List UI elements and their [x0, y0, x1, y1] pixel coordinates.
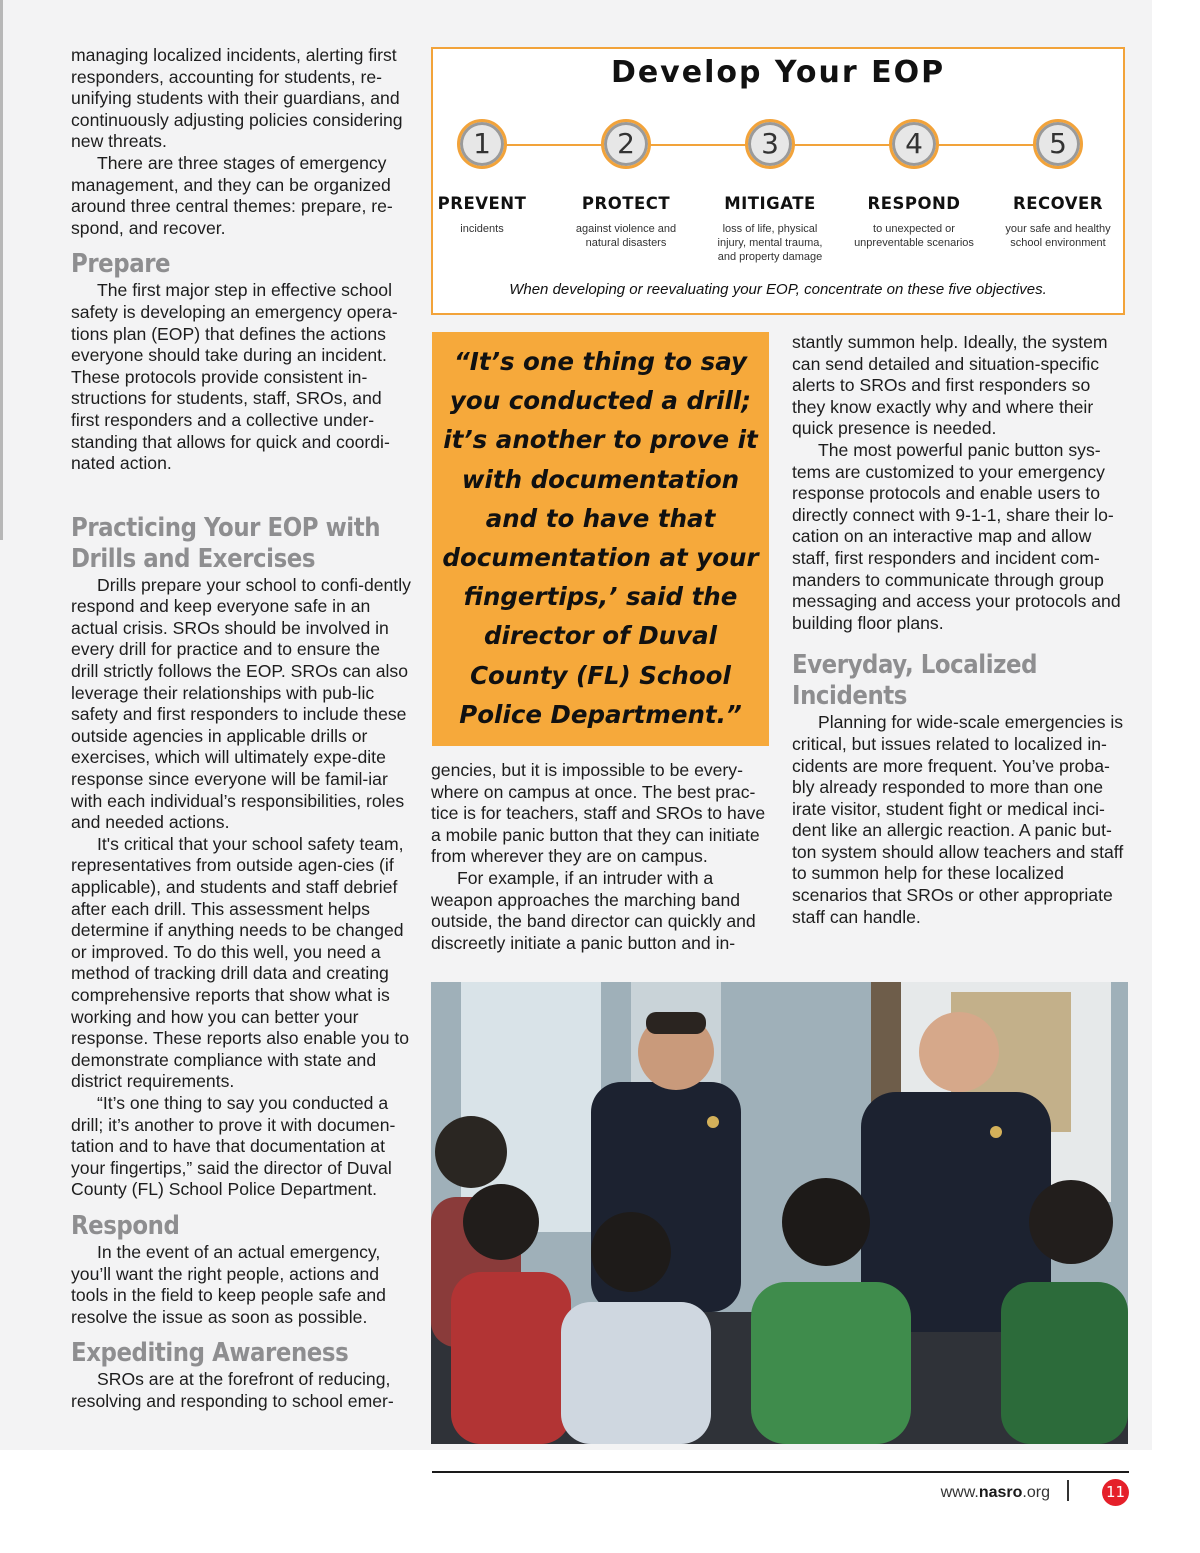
practicing-paragraph-1: Drills prepare your school to confi-dently respond and keep everyone safe in an actual crisis. SROs should be involved in every drill for practice and to ensure the drill strictly follows the EOP. SROs can also leverage their relationships with pub-lic safety and first responders to include these outside agencies in applicable drills or exercises, which will ultimately expe-dite response since everyone will be famil-iar with each individual’s responsibilities, roles and needed actions. [71, 574, 411, 833]
photo-officers-with-students [431, 982, 1128, 1444]
everyday-paragraph: Planning for wide-scale emergencies is critical, but issues related to localized in-cidents are more frequent. You’ve proba-bly already responded to more than one irate visitor, student fight or medical inci-dent like an allergic reaction. A panic but-ton system should allow teachers and staff to summon help for these localized scenarios that SROs or other appropriate staff can handle. [792, 712, 1124, 927]
footer-url-suffix: .org [1022, 1484, 1050, 1501]
eop-step-number: 4 [889, 119, 939, 169]
footer-url-prefix: www. [940, 1484, 979, 1501]
eop-caption: When developing or reevaluating your EOP, concentrate on these five objectives. [509, 281, 1047, 298]
eop-step-title: MITIGATE [724, 194, 816, 213]
practicing-heading-line-1: Practicing Your EOP with [71, 512, 381, 543]
middle-paragraph-1: gencies, but it is impossible to be every-where on campus at once. The best prac-tice is for teachers, staff and SROs to have a mobile panic button that they can initiate from wherever they are on campus. [431, 760, 766, 867]
intro-paragraph-2: There are three stages of emergency management, and they can be organized around three central themes: prepare, re-spond, and recover. [71, 152, 393, 238]
intro-paragraph-1: managing localized incidents, alerting first responders, accounting for students, re-unifying students with their guardians, and continuously adjusting policies considering new threats. [71, 45, 403, 152]
footer-separator [1067, 1480, 1069, 1501]
eop-step-number: 3 [745, 119, 795, 169]
prepare-heading: Prepare [71, 249, 171, 280]
practicing-heading-line-2: Drills and Exercises [71, 543, 316, 574]
eop-step-description: against violence and natural disasters [575, 223, 677, 249]
practicing-paragraph-2: It's critical that your school safety team, representatives from outside agen-cies (if applicable), and students and staff debrief after each drill. This assessment helps determine if anything needs to be changed or improved. To do this well, you need a method of tracking drill data and creating comprehensive reports that show what is working and how you can better your response. These reports also enable you to demonstrate compliance with state and district requirements. [71, 833, 410, 1092]
expediting-heading: Expediting Awareness [71, 1338, 349, 1369]
footer-url[interactable] [900, 1484, 1050, 1502]
pull-quote-box [432, 332, 769, 746]
photo-illustration [431, 982, 1128, 1444]
left-column [71, 45, 411, 1412]
eop-step-number: 1 [457, 119, 507, 169]
respond-paragraph: In the event of an actual emergency, you’ll want the right people, actions and tools in the field to keep people safe and resolve the issue as soon as possible. [71, 1241, 386, 1327]
eop-step-prevent [407, 119, 557, 236]
eop-step-description: incidents [460, 223, 504, 235]
right-column [792, 332, 1128, 928]
eop-step-description: to unexpected or unpreventable scenarios [854, 223, 974, 249]
practicing-paragraph-3: “It’s one thing to say you conducted a drill; it’s another to prove it with documen-tation and to have that documentation at your fingertips,” said the director of Duval County (FL) School Police Department. [71, 1092, 396, 1200]
respond-heading: Respond [71, 1210, 180, 1241]
middle-column [431, 760, 769, 954]
eop-step-title: PREVENT [437, 194, 527, 213]
eop-step-respond [839, 119, 989, 250]
expediting-paragraph: SROs are at the forefront of reducing, resolving and responding to school emer- [71, 1369, 394, 1411]
eop-step-title: RECOVER [1013, 194, 1103, 213]
footer-url-domain: nasro [978, 1484, 1023, 1501]
eop-step-title: RESPOND [867, 194, 961, 213]
eop-step-protect [551, 119, 701, 250]
eop-step-description: your safe and healthy school environment [1005, 223, 1111, 249]
eop-step-number: 2 [601, 119, 651, 169]
page-edge-shadow [0, 0, 3, 540]
right-paragraph-1: stantly summon help. Ideally, the system can send detailed and situation-specific alerts to SROs and first responders so they know exactly why and where their quick presence is needed. [792, 332, 1108, 439]
footer-rule [432, 1471, 1129, 1473]
pull-quote-text: “It’s one thing to say you conducted a drill; it’s another to prove it with documentation and to have that documentation at your fingertips,’ said the director of Duval County (FL) School Police Department.” [442, 347, 759, 729]
eop-infographic [431, 47, 1125, 315]
page-number: 11 [1102, 1479, 1129, 1506]
middle-paragraph-2: For example, if an intruder with a weapon approaches the marching band outside, the band director can quickly and discreetly initiate a panic button and in- [431, 867, 756, 953]
eop-step-recover [983, 119, 1133, 250]
eop-step-mitigate [695, 119, 845, 264]
eop-title: Develop Your EOP [610, 55, 946, 90]
everyday-heading-line-1: Everyday, Localized [792, 650, 1038, 681]
eop-step-number: 5 [1033, 119, 1083, 169]
right-paragraph-2: The most powerful panic button sys-tems are customized to your emergency response protocols and enable users to directly connect with 9-1-1, share their lo-cation on an interactive map and allow staff, first responders and incident com-manders to communicate through group messaging and access your protocols and building floor plans. [792, 439, 1121, 633]
eop-step-description: loss of life, physical injury, mental trauma, and property damage [717, 223, 823, 263]
eop-step-title: PROTECT [581, 194, 671, 213]
prepare-paragraph: The first major step in effective school safety is developing an emergency opera-tions plan (EOP) that defines the actions everyone should take during an incident. These protocols provide consistent in-structions for students, staff, SROs, and first responders and a collective under-standing that allows for quick and coordi-nated action. [71, 280, 398, 474]
everyday-heading-line-2: Incidents [792, 681, 907, 712]
